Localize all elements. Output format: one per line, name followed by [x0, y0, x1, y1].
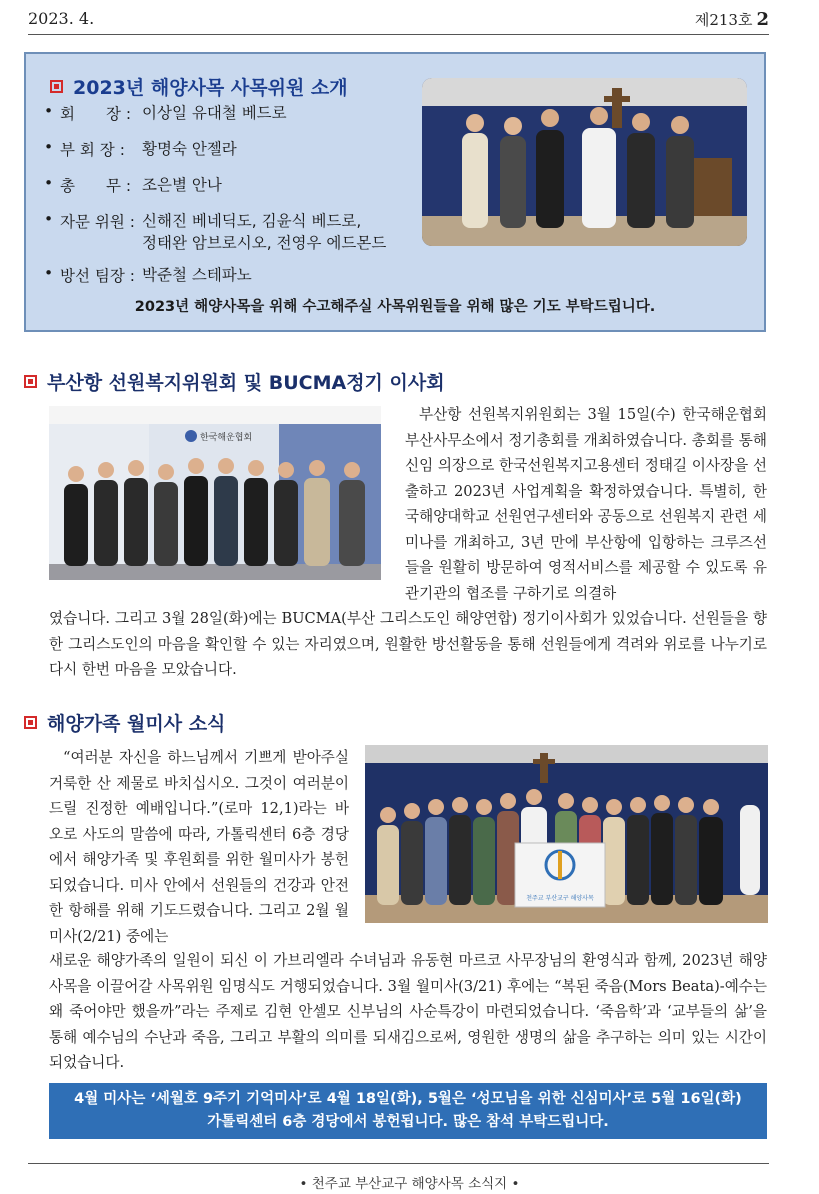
bullet-icon: • [44, 102, 54, 120]
monthly-mass-group-photo [365, 745, 768, 923]
page-header [28, 6, 769, 35]
issue-label: 제213호 [694, 11, 753, 29]
committee-intro-title-text: 2023년 해양사목 사목위원 소개 [73, 77, 348, 99]
section-busan-port-title-text: 부산항 선원복지위원회 및 BUCMA정기 이사회 [47, 372, 445, 394]
bullet-icon: • [44, 210, 54, 228]
meeting-sign-text: 한국해운협회 [200, 433, 253, 443]
notice-line-2: 가톨릭센터 6층 경당에서 봉헌됩니다. 많은 참석 부탁드립니다. [207, 1114, 609, 1130]
page-number: 2 [756, 9, 769, 30]
roster-role: 방선 팀장 : [60, 267, 135, 285]
issue-number [695, 9, 769, 30]
section-monthly-mass-title [24, 709, 225, 736]
section-monthly-mass-title-text: 해양가족 월미사 소식 [47, 713, 226, 735]
red-square-icon [24, 375, 37, 388]
roster-item [44, 138, 424, 160]
busan-port-paragraph-continued: 였습니다. 그리고 3월 28일(화)에는 BUCMA(부산 그리스도인 해양연합) 정기이사회가 있었습니다. 선원들을 향한 그리스도인의 마음을 확인할 수 있는 자리였으며, 원활한 방선활동을 통해 선원들에게 격려와 위로를 나누기로 다시 한번 마음을 모았습니다. [49, 610, 767, 678]
notice-line-1: 4월 미사는 ‘세월호 9주기 기억미사’로 4월 18일(화), 5월은 ‘성모님을 위한 신심미사’로 5월 16일(화) [74, 1091, 742, 1107]
mass-schedule-notice [49, 1083, 767, 1139]
issue-date: 2023. 4. [28, 9, 95, 28]
roster-names: 조은별 안나 [142, 176, 222, 194]
bullet-icon: • [44, 138, 54, 156]
red-square-icon [50, 80, 63, 93]
section-busan-port-title [24, 368, 445, 395]
committee-group-photo [422, 78, 747, 246]
newsletter-footer: • 천주교 부산교구 해양사목 소식지 • [299, 1176, 520, 1192]
roster-role: 회 장 : [60, 105, 132, 123]
busan-port-paragraph: 부산항 선원복지위원회는 3월 15일(수) 한국해운협회 부산사무소에서 정기총회를 개최하였습니다. 총회를 통해 신임 의장으로 한국선원복지고용센터 정태길 이사장을 선출하고 2023년 사업계획을 확정하였습니다. 특별히, 한국해양대학교 선원연구센터와 공동으로 선원복지 관련 세미나를 개최하고, 3년 만에 부산항에 입항하는 크루즈선들을 원활히 방문하여 영적서비스를 제공할 수 있도록 유관기관의 협조를 구하기로 의결하 [405, 406, 767, 602]
committee-prayer-note: 2023년 해양사목을 위해 수고해주실 사목위원들을 위해 많은 기도 부탁드립니다. [134, 299, 656, 315]
roster-item [44, 264, 424, 286]
busan-port-meeting-photo [49, 406, 381, 580]
red-square-icon [24, 716, 37, 729]
roster-names: 황명숙 안젤라 [142, 140, 237, 158]
committee-roster [44, 102, 424, 300]
monthly-mass-paragraph: “여러분 자신을 하느님께서 기쁘게 받아주실 거룩한 산 제물로 바치십시오. 그것이 여러분이 드릴 진정한 예배입니다.”(로마 12,1)라는 바오로 사도의 말씀에 따라, 가톨릭센터 6층 경당에서 해양가족 및 후원회를 위한 월미사가 봉헌되었습니다. 미사 안에서 선원들의 건강과 안전한 항해를 위해 기도드렸습니다. 그리고 2월 월미사(2/21) 중에는 [49, 749, 349, 945]
roster-item [44, 174, 424, 196]
roster-names: 신해진 베네딕도, 김윤식 베드로, 정태완 암브로시오, 전영우 에드몬드 [142, 212, 387, 252]
altar-banner-text: 천주교 부산교구 해양사목 [526, 895, 594, 902]
bullet-icon: • [44, 174, 54, 192]
footer-divider [28, 1163, 769, 1164]
roster-names: 박준철 스테파노 [142, 266, 252, 284]
committee-intro-title [50, 73, 348, 100]
roster-role: 자문 위원 : [60, 213, 135, 231]
roster-names: 이상일 유대철 베드로 [142, 104, 287, 122]
roster-role: 부 회 장 : [60, 141, 125, 159]
roster-item [44, 102, 424, 124]
roster-role: 총 무 : [60, 177, 132, 195]
monthly-mass-paragraph-continued: 새로운 해양가족의 일원이 되신 이 가브리엘라 수녀님과 유동현 마르코 사무장님의 환영식과 함께, 2023년 해양사목을 이끌어갈 사목위원 임명식도 거행되었습니다. 3월 월미사(3/21) 후에는 “복된 죽음(Mors Beata)-예수는 왜 죽어야만 했을까”라는 주제로 김현 안셀모 신부님의 사순특강이 마련되었습니다. ‘죽음학’과 ‘교부들의 삶’을 통해 예수님의 수난과 죽음, 그리고 부활의 의미를 되새김으로써, 영원한 생명의 삶을 추구하는 의미 있는 시간이 되었습니다. [49, 952, 767, 1071]
bullet-icon: • [44, 264, 54, 282]
roster-item [44, 210, 424, 254]
